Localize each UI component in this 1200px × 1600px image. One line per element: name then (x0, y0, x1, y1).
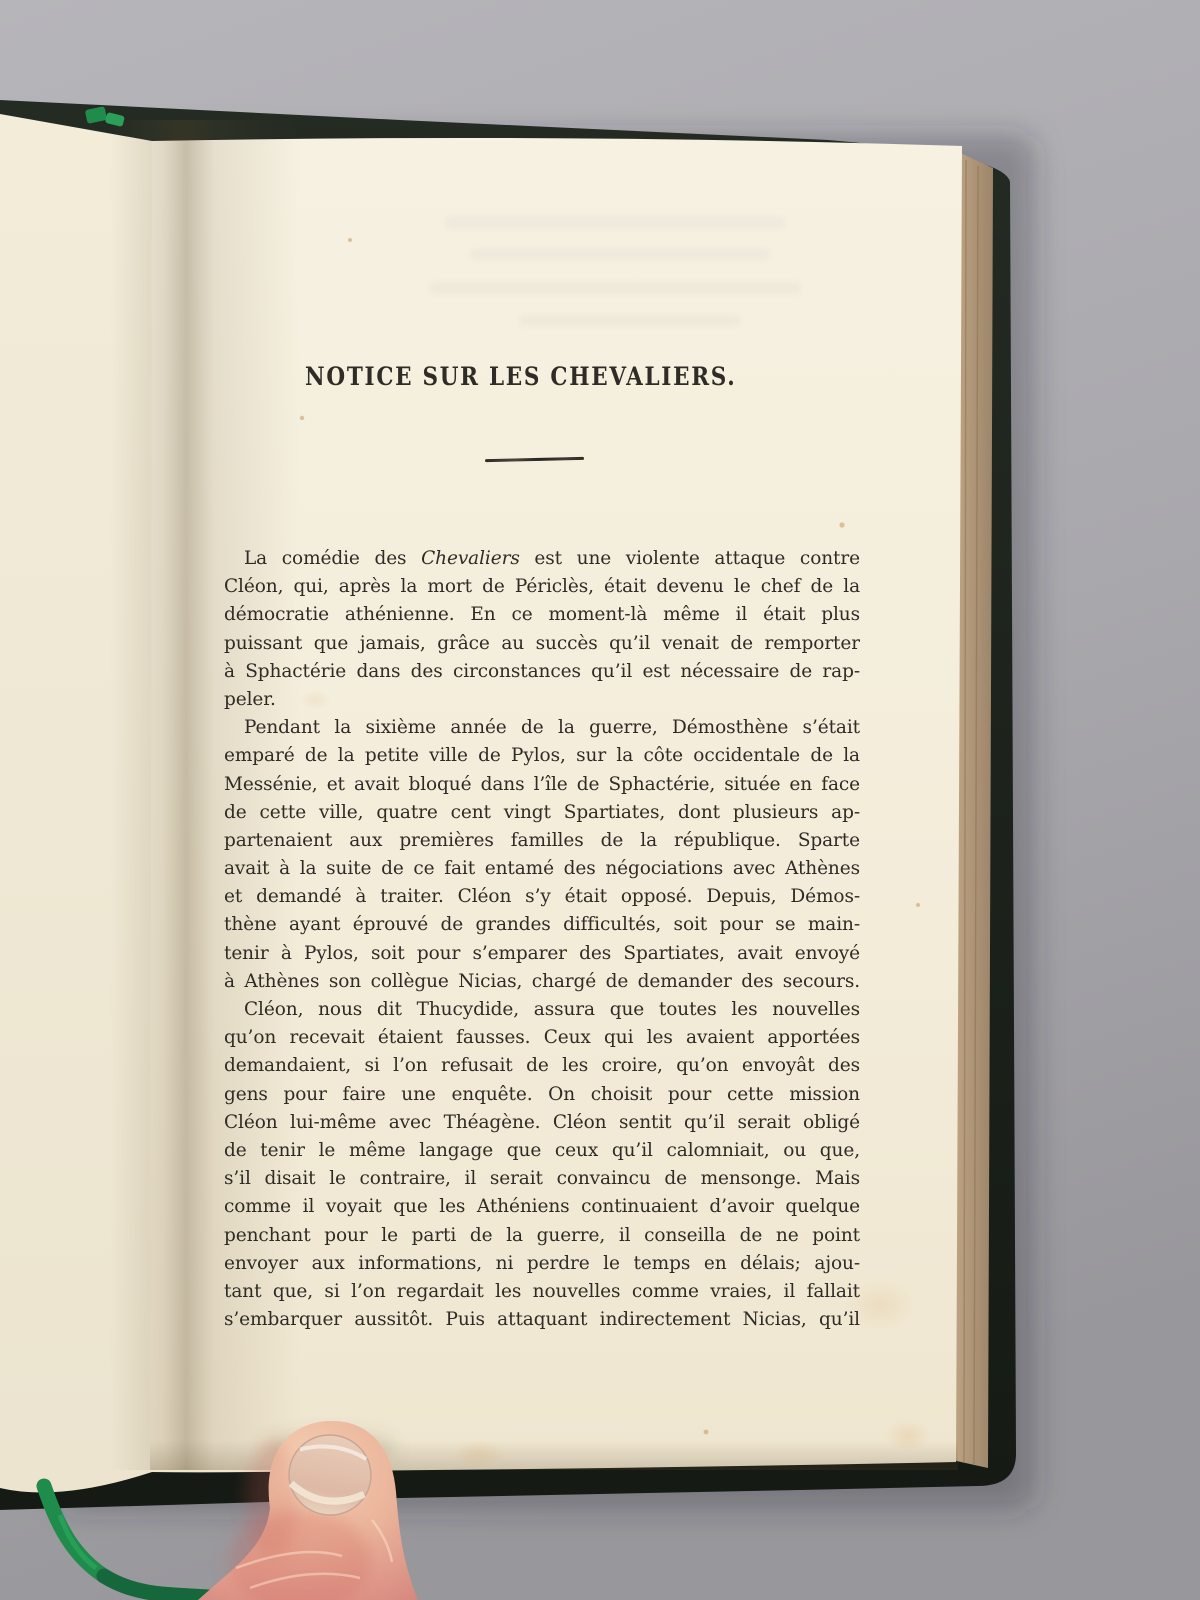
paper-stain (885, 1420, 931, 1452)
text-line: emparé de la petite ville de Pylos, sur la côte occidentale de la (224, 745, 860, 767)
text-line: demandaient, si l’on refusait de les croire, qu’on envoyât des (224, 1055, 860, 1077)
text-line: partenaient aux premières familles de la république. Sparte (224, 829, 860, 851)
text-line: comme il voyait que les Athéniens continuaient d’avoir quelque (224, 1196, 860, 1218)
text-line: penchant pour le parti de la guerre, il conseilla de ne point (224, 1224, 860, 1246)
text-line: Cléon, qui, après la mort de Périclès, était devenu le chef de la (224, 576, 860, 598)
text-line: qu’on recevait étaient fausses. Ceux qui les avaient apportées (224, 1027, 860, 1049)
text-line: de cette ville, quatre cent vingt Spartiates, dont plusieurs ap- (224, 801, 860, 823)
text-line: démocratie athénienne. En ce moment-là même il était plus (224, 604, 860, 626)
show-through-text (445, 216, 785, 229)
show-through-text (430, 282, 800, 294)
text-line: La comédie des Chevaliers est une violente attaque contre (244, 548, 860, 569)
text-line: de tenir le même langage que ceux qu’il calomniait, ou que, (224, 1139, 860, 1161)
text-line: Messénie, et avait bloqué dans l’île de Sphactérie, située en face (224, 773, 860, 795)
paper-stain (452, 1440, 506, 1468)
show-through-text (520, 315, 740, 326)
paragraph (224, 714, 860, 996)
text-line: s’embarquer aussitôt. Puis attaquant indirectement Nicias, qu’il (224, 1309, 860, 1331)
paragraph (224, 996, 860, 1334)
text-line: s’il disait le contraire, il serait convaincu de mensonge. Mais (224, 1168, 860, 1190)
text-line: à Sphactérie dans des circonstances qu’il est nécessaire de rap- (224, 660, 860, 682)
text-line: peler. (224, 688, 276, 710)
page-text-block (224, 545, 860, 1334)
text-line: avait à la suite de ce fait entamé des négociations avec Athènes (224, 858, 860, 880)
show-through-text (470, 248, 770, 260)
text-line: à Athènes son collègue Nicias, chargé de demander des secours. (224, 970, 860, 992)
text-line: tant que, si l’on regardait les nouvelles comme vraies, il fallait (224, 1280, 860, 1302)
page-title: NOTICE SUR LES CHEVALIERS. (305, 362, 737, 391)
text-line: envoyer aux informations, ni perdre le temps en délais; ajou- (224, 1252, 860, 1274)
text-line: gens pour faire une enquête. On choisit pour cette mission (224, 1083, 860, 1105)
text-line: Cléon, nous dit Thucydide, assura que toutes les nouvelles (244, 999, 860, 1020)
text-line: Pendant la sixième année de la guerre, Démosthène s’était (244, 717, 860, 739)
text-line: thène ayant éprouvé de grandes difficultés, soit pour se main- (224, 914, 860, 936)
text-line: puissant que jamais, grâce au succès qu’il venait de remporter (224, 632, 860, 654)
paragraph (224, 545, 860, 714)
text-line: Cléon lui-même avec Théagène. Cléon sentit qu’il serait obligé (224, 1111, 860, 1133)
text-line: tenir à Pylos, soit pour s’emparer des Spartiates, avait envoyé (224, 942, 860, 964)
text-line: et demandé à traiter. Cléon s’y était opposé. Depuis, Démos- (224, 886, 860, 908)
